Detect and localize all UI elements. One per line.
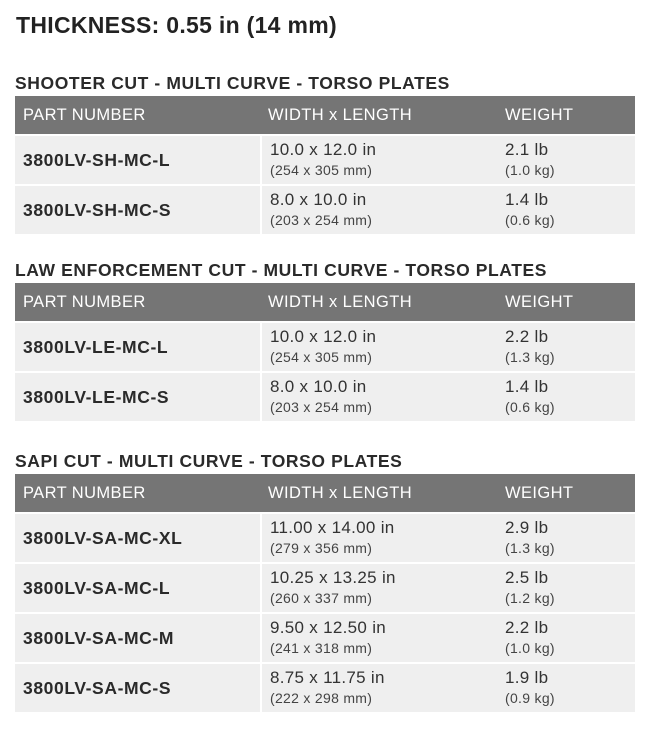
part-number: 3800LV-SA-MC-M — [23, 627, 175, 648]
weight-cell — [497, 614, 635, 662]
part-number: 3800LV-SH-MC-S — [23, 199, 172, 220]
weight-kg: (1.3 kg) — [505, 540, 555, 556]
table-header — [15, 96, 635, 134]
section-sapi-cut — [15, 450, 635, 712]
weight-cell — [497, 664, 635, 712]
size-mm: (254 x 305 mm) — [270, 349, 373, 365]
table-row — [15, 512, 635, 562]
size-cell — [260, 373, 497, 421]
weight-kg: (1.0 kg) — [505, 640, 555, 656]
part-number: 3800LV-SA-MC-XL — [23, 527, 183, 548]
table-row — [15, 612, 635, 662]
header-part-number: PART NUMBER — [23, 105, 146, 124]
table-header — [15, 474, 635, 512]
size-cell — [260, 664, 497, 712]
size-in: 10.25 x 13.25 in — [270, 568, 396, 587]
weight-cell — [497, 186, 635, 234]
table-header — [15, 283, 635, 321]
size-in: 9.50 x 12.50 in — [270, 618, 387, 637]
section-law-enforcement-cut — [15, 259, 635, 421]
table-row — [15, 562, 635, 612]
size-mm: (260 x 337 mm) — [270, 590, 373, 606]
size-in: 8.0 x 10.0 in — [270, 377, 367, 396]
header-weight: WEIGHT — [505, 292, 574, 311]
size-mm: (203 x 254 mm) — [270, 399, 373, 415]
header-width-length: WIDTH x LENGTH — [268, 292, 413, 311]
size-cell — [260, 186, 497, 234]
size-in: 10.0 x 12.0 in — [270, 327, 377, 346]
size-cell — [260, 514, 497, 562]
weight-kg: (0.6 kg) — [505, 212, 555, 228]
weight-lb: 2.2 lb — [505, 618, 549, 637]
weight-lb: 1.9 lb — [505, 668, 549, 687]
part-number: 3800LV-SA-MC-L — [23, 577, 171, 598]
weight-kg: (1.2 kg) — [505, 590, 555, 606]
spec-table — [15, 96, 635, 234]
size-mm: (203 x 254 mm) — [270, 212, 373, 228]
part-number: 3800LV-LE-MC-S — [23, 386, 170, 407]
size-mm: (241 x 318 mm) — [270, 640, 373, 656]
size-in: 11.00 x 14.00 in — [270, 518, 395, 537]
part-number: 3800LV-SH-MC-L — [23, 149, 171, 170]
weight-lb: 1.4 lb — [505, 377, 549, 396]
header-width-length: WIDTH x LENGTH — [268, 483, 413, 502]
weight-lb: 2.1 lb — [505, 140, 549, 159]
size-mm: (222 x 298 mm) — [270, 690, 373, 706]
section-title: SHOOTER CUT - MULTI CURVE - TORSO PLATES — [15, 73, 450, 93]
header-width-length: WIDTH x LENGTH — [268, 105, 413, 124]
header-part-number: PART NUMBER — [23, 292, 146, 311]
weight-lb: 2.5 lb — [505, 568, 549, 587]
weight-kg: (1.0 kg) — [505, 162, 555, 178]
weight-cell — [497, 373, 635, 421]
table-row — [15, 134, 635, 184]
size-cell — [260, 136, 497, 184]
part-number: 3800LV-SA-MC-S — [23, 677, 172, 698]
weight-cell — [497, 564, 635, 612]
table-row — [15, 371, 635, 421]
part-number: 3800LV-LE-MC-L — [23, 336, 169, 357]
size-cell — [260, 323, 497, 371]
header-weight: WEIGHT — [505, 483, 574, 502]
size-in: 8.75 x 11.75 in — [270, 668, 385, 687]
weight-lb: 2.2 lb — [505, 327, 549, 346]
table-row — [15, 662, 635, 712]
size-mm: (279 x 356 mm) — [270, 540, 373, 556]
section-title: LAW ENFORCEMENT CUT - MULTI CURVE - TORSO PLATES — [15, 260, 548, 280]
weight-cell — [497, 514, 635, 562]
size-cell — [260, 614, 497, 662]
header-weight: WEIGHT — [505, 105, 574, 124]
weight-cell — [497, 136, 635, 184]
size-in: 8.0 x 10.0 in — [270, 190, 367, 209]
spec-table — [15, 474, 635, 712]
table-row — [15, 321, 635, 371]
weight-lb: 1.4 lb — [505, 190, 549, 209]
weight-cell — [497, 323, 635, 371]
size-in: 10.0 x 12.0 in — [270, 140, 377, 159]
spec-table — [15, 283, 635, 421]
header-part-number: PART NUMBER — [23, 483, 146, 502]
weight-kg: (0.9 kg) — [505, 690, 555, 706]
weight-kg: (1.3 kg) — [505, 349, 555, 365]
weight-lb: 2.9 lb — [505, 518, 549, 537]
page-title: THICKNESS: 0.55 in (14 mm) — [16, 12, 337, 38]
size-cell — [260, 564, 497, 612]
section-shooter-cut — [15, 72, 635, 234]
table-row — [15, 184, 635, 234]
size-mm: (254 x 305 mm) — [270, 162, 373, 178]
section-title: SAPI CUT - MULTI CURVE - TORSO PLATES — [15, 451, 403, 471]
weight-kg: (0.6 kg) — [505, 399, 555, 415]
